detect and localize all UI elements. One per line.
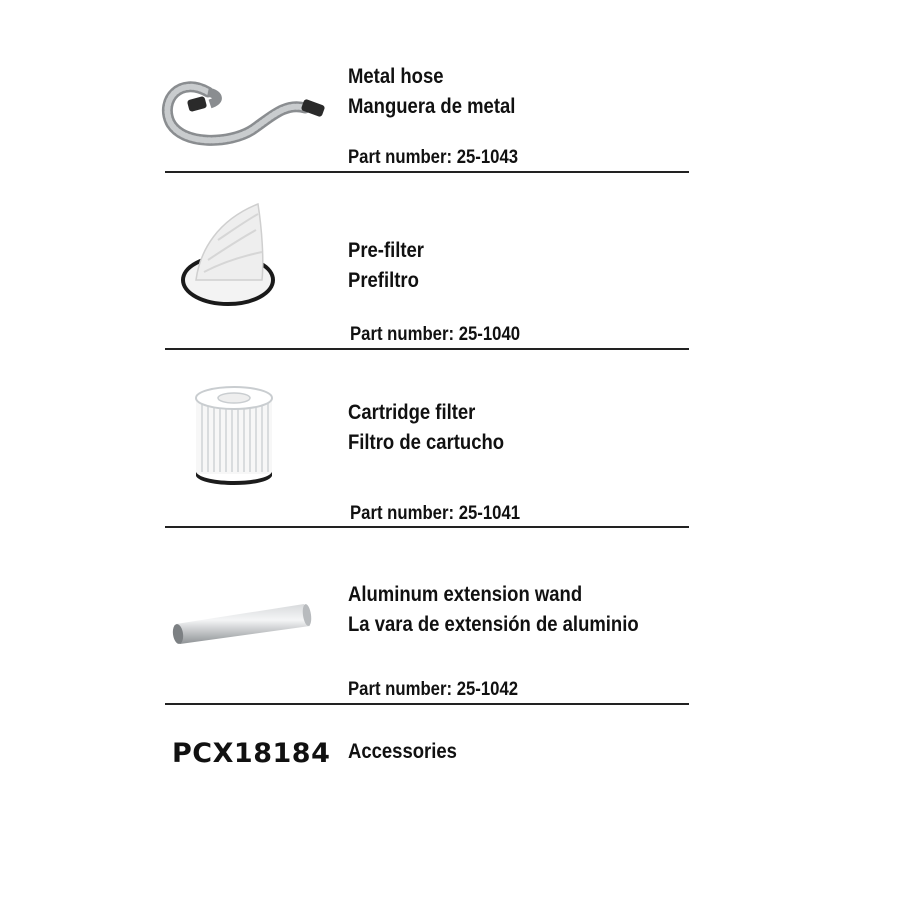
cartridge-filter-icon — [192, 384, 276, 488]
part-number: Part number: 25-1042 — [348, 679, 519, 700]
item-name-en: Aluminum extension wand — [348, 583, 583, 606]
part-number: Part number: 25-1040 — [350, 324, 521, 345]
item-name-es: Filtro de cartucho — [348, 431, 505, 454]
item-name-en: Metal hose — [348, 65, 444, 88]
part-number: Part number: 25-1043 — [348, 147, 519, 168]
divider — [165, 526, 689, 528]
accessories-label: Accessories — [348, 740, 457, 763]
extension-wand-icon — [170, 598, 315, 650]
divider — [165, 171, 689, 173]
prefilter-icon — [178, 200, 278, 312]
divider — [165, 348, 689, 350]
item-name-en: Pre-filter — [348, 239, 424, 262]
item-name-es: La vara de extensión de aluminio — [348, 613, 639, 636]
model-number: PCX18184 — [172, 738, 331, 769]
divider — [165, 703, 689, 705]
hose-icon — [160, 60, 330, 160]
item-name-es: Manguera de metal — [348, 95, 516, 118]
item-name-es: Prefiltro — [348, 269, 419, 292]
part-number: Part number: 25-1041 — [350, 503, 521, 524]
item-name-en: Cartridge filter — [348, 401, 476, 424]
